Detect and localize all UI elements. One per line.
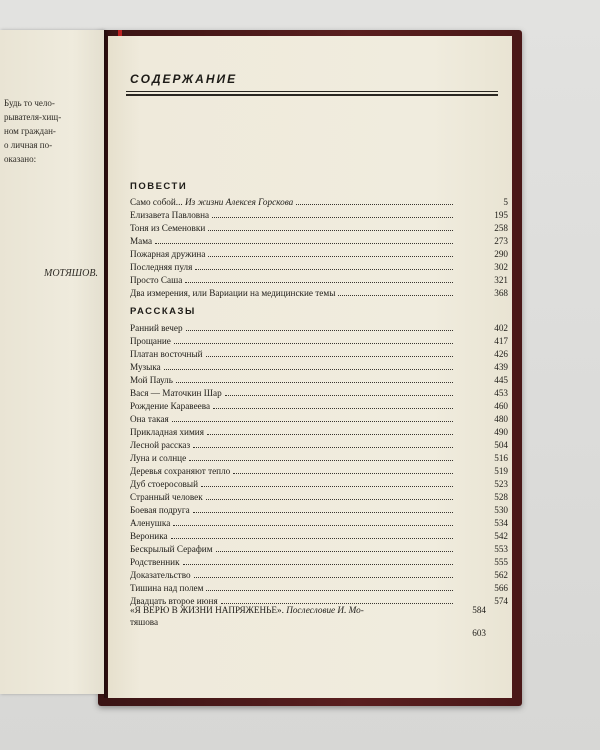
entry-page: 553 [494, 544, 508, 554]
toc-entry[interactable] [130, 387, 508, 398]
dot-leader [213, 408, 453, 409]
dot-leader [164, 369, 453, 370]
entry-page: 426 [494, 349, 508, 359]
entry-title: Прощание [130, 336, 171, 346]
toc-entry[interactable] [130, 569, 508, 580]
toc-entry[interactable] [130, 261, 508, 272]
entry-subtitle: Из жизни Алексея Горскова [184, 197, 294, 207]
toc-entry[interactable] [130, 452, 508, 463]
dot-leader [193, 512, 453, 513]
entry-page: 504 [494, 440, 508, 450]
entry-page: 290 [494, 249, 508, 259]
toc-entry[interactable] [130, 439, 508, 450]
toc-entry[interactable] [130, 235, 508, 246]
entry-title: Два измерения, или Вариации на медицинские темы [130, 288, 336, 298]
toc-entry[interactable] [130, 491, 508, 502]
dot-leader [212, 217, 453, 218]
toc-entry[interactable] [130, 478, 508, 489]
entry-title: Елизавета Павловна [130, 210, 210, 220]
dot-leader [174, 343, 453, 344]
entry-page: 453 [494, 388, 508, 398]
dot-leader [221, 603, 453, 604]
dot-leader [189, 460, 453, 461]
toc-entry[interactable] [130, 209, 508, 220]
toc-entry[interactable] [130, 582, 508, 593]
entry-page: 402 [494, 323, 508, 333]
entry-page: 528 [494, 492, 508, 502]
entry-title: Ранний вечер [130, 323, 183, 333]
entry-title: Само собой... [130, 197, 183, 207]
entry-page: 368 [494, 288, 508, 298]
entry-title: Дуб стоеросовый [130, 479, 198, 489]
dot-leader [155, 243, 453, 244]
toc-entry[interactable] [130, 426, 508, 437]
entry-page: 490 [494, 427, 508, 437]
right-page [108, 36, 512, 698]
toc-entry[interactable] [130, 322, 508, 333]
entry-title: Тоня из Семеновки [130, 223, 206, 233]
entry-title: Мама [130, 236, 153, 246]
toc-entry[interactable] [130, 530, 508, 541]
toc-entry[interactable] [130, 556, 508, 567]
entry-title: Двадцать второе июня [130, 596, 218, 606]
section-title-povesti: ПОВЕСТИ [130, 181, 188, 192]
afterword-subtitle: Послесловие И. Мо- [286, 605, 364, 615]
entry-page: 523 [494, 479, 508, 489]
toc-entry[interactable] [130, 543, 508, 554]
entry-page: 417 [494, 336, 508, 346]
toc-entry[interactable] [130, 335, 508, 346]
dot-leader [172, 421, 453, 422]
toc-heading: СОДЕРЖАНИЕ [130, 72, 238, 86]
entry-title: Платан восточный [130, 349, 203, 359]
left-page-line: оказано: [4, 154, 37, 164]
entry-title: Тишина над полем [130, 583, 204, 593]
dot-leader [195, 269, 453, 270]
entry-title: Бескрылый Серафим [130, 544, 213, 554]
entry-page: 530 [494, 505, 508, 515]
toc-entry[interactable] [130, 465, 508, 476]
afterword-entry[interactable] [130, 605, 364, 615]
entry-page: 555 [494, 557, 508, 567]
dot-leader [171, 538, 453, 539]
afterword-page: 584 [472, 605, 486, 615]
heading-rule [126, 91, 498, 92]
entry-page: 516 [494, 453, 508, 463]
entry-title: Луна и солнце [130, 453, 187, 463]
left-page-line: Будь то чело- [4, 98, 55, 108]
entry-page: 519 [494, 466, 508, 476]
entry-title: Странный человек [130, 492, 203, 502]
afterword-continuation: тяшова [130, 617, 159, 627]
dot-leader [185, 282, 453, 283]
entry-page: 439 [494, 362, 508, 372]
dot-leader [183, 564, 453, 565]
entry-title: Музыка [130, 362, 161, 372]
entry-title: Доказательство [130, 570, 191, 580]
entry-title: Лесной рассказ [130, 440, 191, 450]
entry-page: 302 [494, 262, 508, 272]
left-page-line: о личная по- [4, 140, 53, 150]
section-title-rasskazy: РАССКАЗЫ [130, 306, 196, 317]
entry-title: Рождение Каравеева [130, 401, 211, 411]
toc-entry[interactable] [130, 348, 508, 359]
dot-leader [208, 230, 453, 231]
toc-entry[interactable] [130, 196, 508, 207]
dot-leader [206, 356, 453, 357]
toc-entry[interactable] [130, 361, 508, 372]
toc-entry[interactable] [130, 222, 508, 233]
entry-page: 566 [494, 583, 508, 593]
heading-rule [126, 94, 498, 96]
toc-entry[interactable] [130, 248, 508, 259]
entry-page: 534 [494, 518, 508, 528]
dot-leader [207, 434, 453, 435]
dot-leader [296, 204, 453, 205]
entry-page: 258 [494, 223, 508, 233]
toc-entry[interactable] [130, 274, 508, 285]
entry-title: Деревья сохраняют тепло [130, 466, 231, 476]
entry-title: Вася — Маточкин Шар [130, 388, 222, 398]
entry-page: 321 [494, 275, 508, 285]
toc-entry[interactable] [130, 374, 508, 385]
entry-title: Родственник [130, 557, 180, 567]
entry-page: 574 [494, 596, 508, 606]
dot-leader [176, 382, 453, 383]
entry-title: Просто Саша [130, 275, 183, 285]
entry-title: Мой Пауль [130, 375, 173, 385]
dot-leader [208, 256, 453, 257]
dot-leader [233, 473, 453, 474]
entry-page: 542 [494, 531, 508, 541]
entry-page: 445 [494, 375, 508, 385]
entry-title: Вероника [130, 531, 168, 541]
dot-leader [173, 525, 453, 526]
entry-page: 480 [494, 414, 508, 424]
toc-entry[interactable] [130, 517, 508, 528]
dot-leader [225, 395, 453, 396]
dot-leader [193, 447, 453, 448]
entry-page: 460 [494, 401, 508, 411]
toc-entry[interactable] [130, 504, 508, 515]
dot-leader [186, 330, 453, 331]
left-page [0, 30, 104, 694]
left-page-line: ном граждан- [4, 126, 56, 136]
dot-leader [194, 577, 453, 578]
dot-leader [338, 295, 453, 296]
toc-entry[interactable] [130, 413, 508, 424]
toc-entry[interactable] [130, 287, 508, 298]
entry-title: Аленушка [130, 518, 171, 528]
final-page-number: 603 [472, 628, 486, 638]
entry-page: 273 [494, 236, 508, 246]
left-page-line: рывателя-хищ- [4, 112, 62, 122]
entry-title: Она такая [130, 414, 169, 424]
entry-title: Последняя пуля [130, 262, 193, 272]
entry-page: 562 [494, 570, 508, 580]
entry-title: Пожарная дружина [130, 249, 206, 259]
dot-leader [216, 551, 453, 552]
dot-leader [201, 486, 453, 487]
afterword-title: «Я ВЕРЮ В ЖИЗНИ НАПРЯЖЕНЬЕ». [130, 605, 284, 615]
entry-title: Прикладная химия [130, 427, 204, 437]
toc-entry[interactable] [130, 400, 508, 411]
signature: МОТЯШОВ. [44, 268, 98, 279]
entry-page: 5 [503, 197, 508, 207]
entry-page: 195 [494, 210, 508, 220]
entry-title: Боевая подруга [130, 505, 190, 515]
dot-leader [206, 499, 453, 500]
dot-leader [206, 590, 453, 591]
